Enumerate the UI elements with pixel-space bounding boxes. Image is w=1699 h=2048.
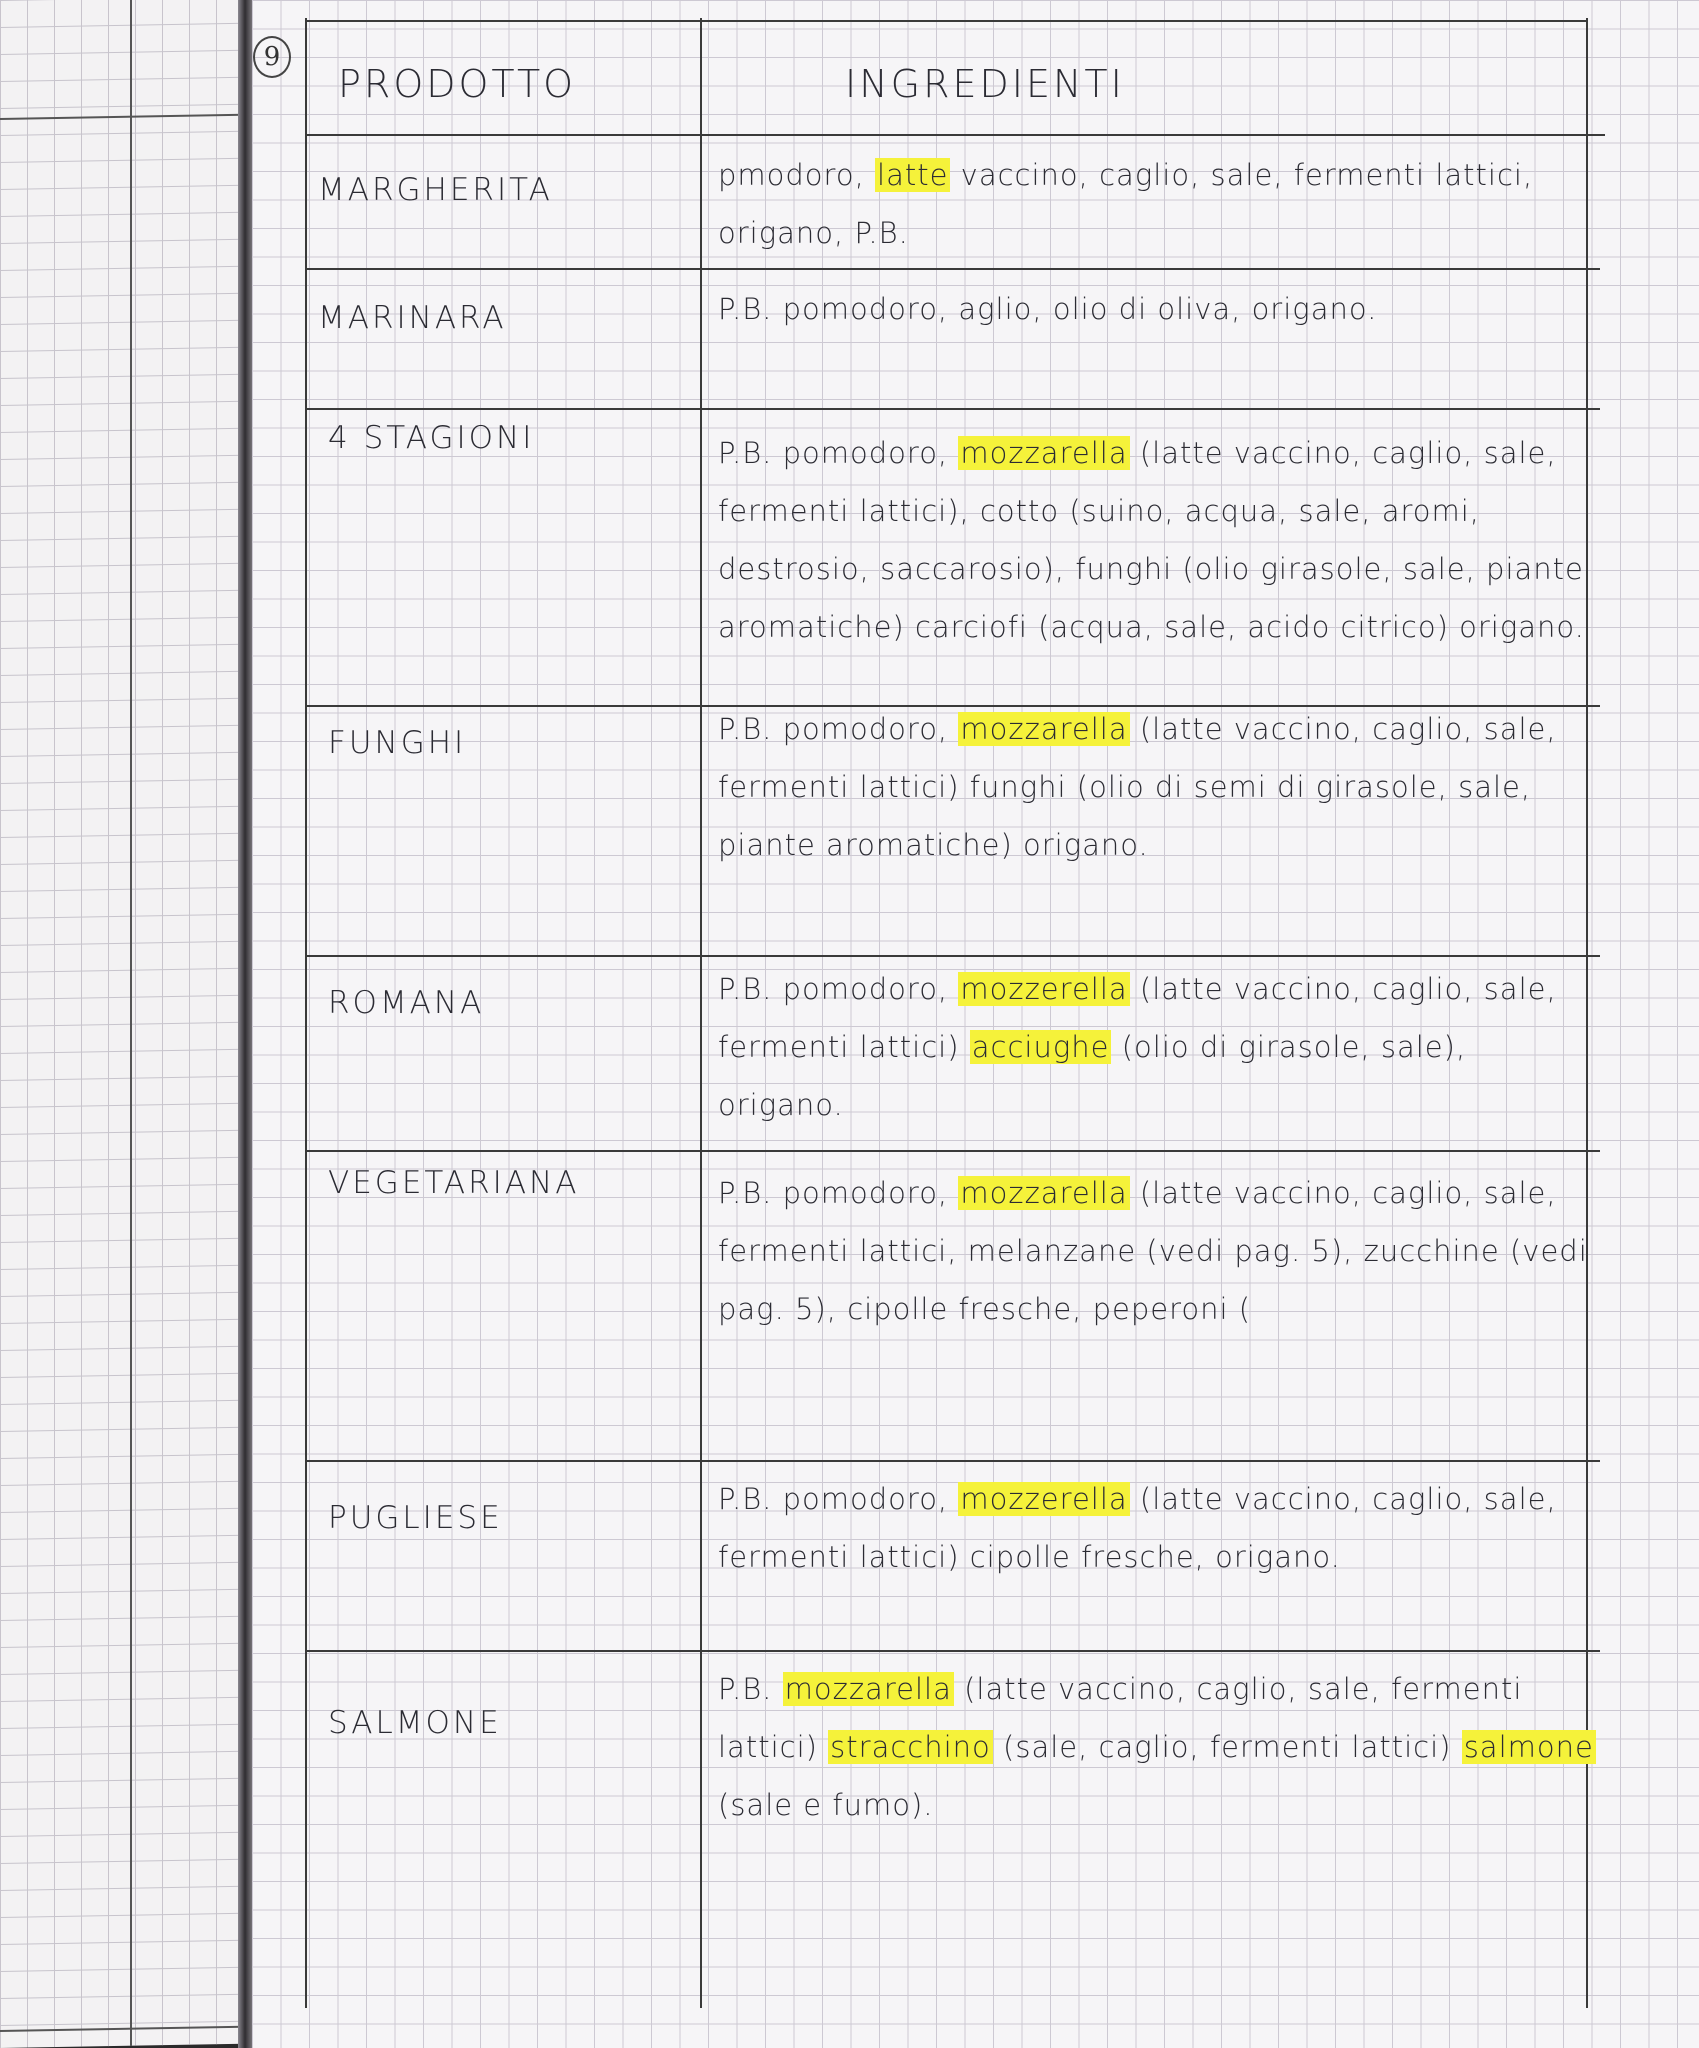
table-column-divider: [700, 18, 702, 2008]
highlighted-ingredient: latte: [877, 158, 949, 192]
header-product: PRODOTTO: [338, 62, 577, 106]
row-divider: [305, 408, 1600, 410]
ingredient-text: (latte vaccino, caglio, sale, fermenti lattici): [718, 972, 1557, 1064]
notebook-spine: [238, 0, 252, 2048]
ingredient-text: (latte vaccino, caglio, sale, fermenti lattici), cotto (suino, acqua, sale, aromi, destrosio, saccarosio), funghi (olio girasole, sale, piante aromatiche) carciofi (acqua, sale, acido citrico) origano.: [718, 436, 1585, 644]
product-name: MARGHERITA: [318, 172, 553, 208]
header-ingredients: INGREDIENTI: [845, 62, 1125, 106]
left-page-margin-line: [130, 0, 132, 2046]
product-name: 4 STAGIONI: [328, 420, 535, 456]
product-name: VEGETARIANA: [328, 1165, 580, 1201]
highlighted-ingredient: stracchino: [830, 1730, 991, 1764]
ingredient-text: (latte vaccino, caglio, sale, fermenti lattici) cipolle fresche, origano.: [718, 1482, 1557, 1574]
row-divider: [305, 1650, 1600, 1652]
row-divider: [305, 1150, 1600, 1152]
ingredient-text: vaccino, caglio, sale, fermenti lattici, origano, P.B.: [718, 158, 1534, 250]
table-left-border: [305, 18, 307, 2008]
product-name: PUGLIESE: [328, 1500, 503, 1536]
highlighted-ingredient: mozzarella: [960, 712, 1128, 746]
ingredient-text: pmodoro,: [718, 158, 876, 192]
product-name: SALMONE: [328, 1705, 502, 1741]
ingredient-text: P.B. pomodoro,: [718, 972, 959, 1006]
ingredient-text: (olio di girasole, sale), origano.: [718, 1030, 1467, 1122]
left-page-bottom-line: [0, 2026, 250, 2032]
ingredients-cell: [718, 1660, 1598, 1834]
row-divider: [305, 1460, 1600, 1462]
highlighted-ingredient: mozzarella: [960, 1176, 1128, 1210]
ingredient-text: P.B. pomodoro,: [718, 1482, 959, 1516]
ingredient-text: P.B. pomodoro,: [718, 712, 959, 746]
ingredient-text: (sale e fumo).: [718, 1788, 934, 1822]
ingredients-cell: [718, 1470, 1598, 1586]
highlighted-ingredient: mozzerella: [960, 1482, 1128, 1516]
highlighted-ingredient: mozzerella: [960, 972, 1128, 1006]
ingredient-text: (sale, caglio, fermenti lattici): [992, 1730, 1462, 1764]
row-divider: [305, 955, 1600, 957]
table-top-border: [305, 20, 1588, 22]
ingredient-text: P.B. pomodoro,: [718, 436, 959, 470]
header-divider: [305, 134, 1605, 136]
product-name: FUNGHI: [328, 725, 467, 761]
product-name: MARINARA: [318, 300, 507, 336]
product-name: ROMANA: [328, 985, 485, 1021]
ingredients-cell: [718, 146, 1598, 262]
page-number: 9: [253, 36, 291, 78]
ingredient-text: P.B. pomodoro, aglio, olio di oliva, origano.: [718, 292, 1378, 326]
ingredients-cell: [718, 1164, 1598, 1338]
highlighted-ingredient: mozzarella: [960, 436, 1128, 470]
ingredient-text: (latte vaccino, caglio, sale, fermenti lattici) funghi (olio di semi di girasole, sale, piante aromatiche) origano.: [718, 712, 1557, 862]
ingredients-cell: [718, 700, 1598, 874]
ingredients-cell: [718, 280, 1598, 338]
highlighted-ingredient: acciughe: [971, 1030, 1110, 1064]
row-divider: [305, 268, 1600, 270]
ingredients-cell: [718, 960, 1598, 1134]
ingredient-text: P.B.: [718, 1672, 783, 1706]
highlighted-ingredient: mozzarella: [784, 1672, 952, 1706]
ingredient-text: (latte vaccino, caglio, sale, fermenti lattici): [718, 1672, 1523, 1764]
left-facing-page: [0, 0, 250, 2048]
highlighted-ingredient: salmone: [1463, 1730, 1594, 1764]
ingredient-text: (latte vaccino, caglio, sale, fermenti lattici, melanzane (vedi pag. 5), zucchine (vedi pag. 5), cipolle fresche, peperoni (: [718, 1176, 1588, 1326]
left-page-top-line: [0, 114, 250, 120]
ingredients-cell: [718, 424, 1598, 656]
ingredient-text: P.B. pomodoro,: [718, 1176, 959, 1210]
